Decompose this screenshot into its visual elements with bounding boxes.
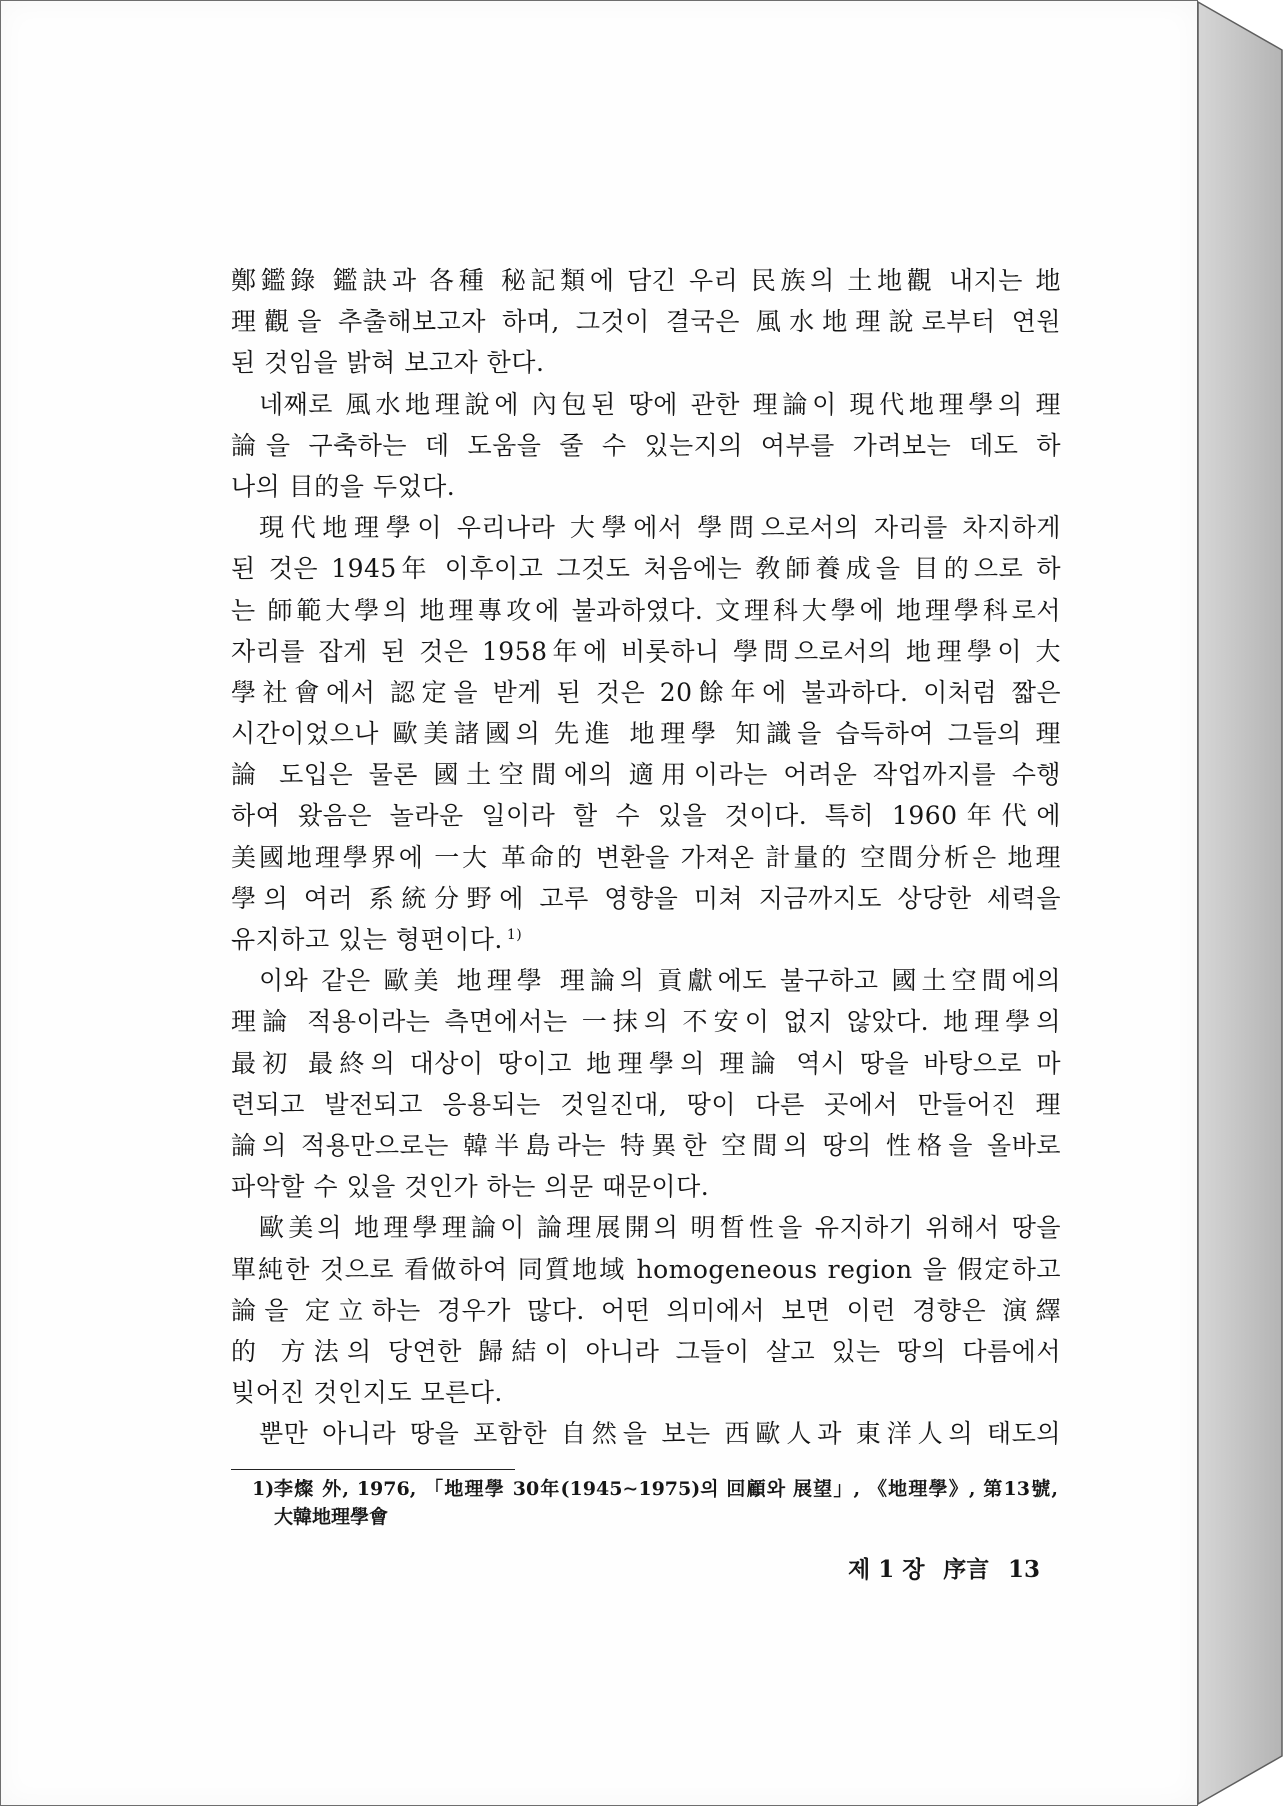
paragraph — [231, 1207, 1061, 1413]
chapter-label: 제 1 장 — [848, 1556, 925, 1583]
text-line: 現代地理學이 우리나라 大學에서 學問으로서의 자리를 차지하게 — [259, 513, 1061, 543]
page-number: 13 — [1007, 1556, 1040, 1583]
text-line — [231, 919, 1061, 960]
text-line: 論 도입은 물론 國土空間에의 適用이라는 어려운 작업까지를 수행 — [231, 760, 1061, 790]
text-line: 論을 구축하는 데 도움을 줄 수 있는지의 여부를 가려보는 데도 하 — [231, 430, 1061, 460]
text-line: 歐美의 地理學理論이 論理展開의 明晳性을 유지하기 위해서 땅을 — [259, 1213, 1061, 1243]
text-line: 的 方法의 당연한 歸結이 아니라 그들이 살고 있는 땅의 다름에서 — [231, 1336, 1061, 1366]
text-line: 鄭鑑錄 鑑訣과 各種 秘記類에 담긴 우리 民族의 土地觀 내지는 地 — [231, 266, 1061, 295]
footnote — [252, 1475, 1058, 1531]
paragraph — [231, 384, 1061, 508]
text-line: 는 師範大學의 地理專攻에 불과하였다. 文理科大學에 地理學科로서 — [231, 595, 1061, 625]
body-text — [231, 260, 1061, 1454]
text-line: 理論 적용이라는 측면에서는 一抹의 不安이 없지 않았다. 地理學의 — [231, 1007, 1061, 1037]
book-edge — [1196, 0, 1284, 1806]
text-line: 單純한 것으로 看做하여 同質地域 homogeneous region 을 假定하고 — [231, 1254, 1061, 1284]
footnote-line — [252, 1475, 1058, 1503]
text-line: 련되고 발전되고 응용되는 것일진대, 땅이 다른 곳에서 만들어진 理 — [231, 1089, 1061, 1119]
text-line: 나의 目的을 두었다. — [231, 471, 456, 501]
text-line: 자리를 잡게 된 것은 1958年에 비롯하니 學問으로서의 地理學이 大 — [231, 636, 1061, 666]
footnote-marker: 1) — [252, 1478, 275, 1500]
text-line: 하여 왔음은 놀라운 일이라 할 수 있을 것이다. 특히 1960年代에 — [231, 801, 1061, 831]
text-line: 學의 여러 系統分野에 고루 영향을 미쳐 지금까지도 상당한 세력을 — [231, 883, 1061, 913]
text-line: 된 것임을 밝혀 보고자 한다. — [231, 348, 545, 378]
text-line: 論을 定立하는 경우가 많다. 어떤 의미에서 보면 이런 경향은 演繹 — [231, 1295, 1061, 1325]
text-line: 最初 最終의 대상이 땅이고 地理學의 理論 역시 땅을 바탕으로 마 — [231, 1048, 1061, 1078]
footnote-text: 李燦 外, 1976, 「地理學 30年(1945∼1975)의 回顧와 展望」, 《地理學》, 第13號, — [274, 1478, 1058, 1500]
text-line: 學社會에서 認定을 받게 된 것은 20餘年에 불과하다. 이처럼 짧은 — [231, 677, 1061, 707]
paragraph — [231, 1413, 1061, 1454]
text-line: 된 것은 1945年 이후이고 그것도 처음에는 敎師養成을 目的으로 하 — [231, 554, 1061, 584]
text-line-content: 유지하고 있는 형편이다. — [231, 925, 503, 954]
footnote-line — [252, 1503, 1058, 1531]
text-line: 美國地理學界에 一大 革命的 변환을 가져온 計量的 空間分析은 地理 — [231, 842, 1061, 872]
footnote-divider — [231, 1469, 515, 1470]
text-line: 네째로 風水地理說에 內包된 땅에 관한 理論이 現代地理學의 理 — [259, 389, 1061, 419]
footnote-text: 大韓地理學會 — [274, 1506, 389, 1528]
text-line: 시간이었으나 歐美諸國의 先進 地理學 知識을 습득하여 그들의 理 — [231, 719, 1061, 749]
text-line: 뿐만 아니라 땅을 포함한 自然을 보는 西歐人과 東洋人의 태도의 — [259, 1419, 1061, 1449]
chapter-title: 序言 — [943, 1556, 990, 1583]
text-line: 論의 적용만으로는 韓半島라는 特異한 空間의 땅의 性格을 올바로 — [231, 1130, 1061, 1160]
text-line: 理觀을 추출해보고자 하며, 그것이 결국은 風水地理說로부터 연원 — [231, 307, 1061, 337]
text-line: 파악할 수 있을 것인가 하는 의문 때문이다. — [231, 1172, 710, 1202]
footnote-spacer — [252, 1503, 274, 1531]
footnote-reference: 1) — [506, 926, 523, 943]
paragraph — [231, 260, 1061, 384]
text-line: 이와 같은 歐美 地理學 理論의 貢獻에도 불구하고 國土空間에의 — [259, 966, 1061, 996]
paragraph — [231, 507, 1061, 960]
paragraph — [231, 960, 1061, 1207]
text-line: 빚어진 것인지도 모른다. — [231, 1378, 503, 1408]
page-footer — [848, 1554, 1040, 1586]
